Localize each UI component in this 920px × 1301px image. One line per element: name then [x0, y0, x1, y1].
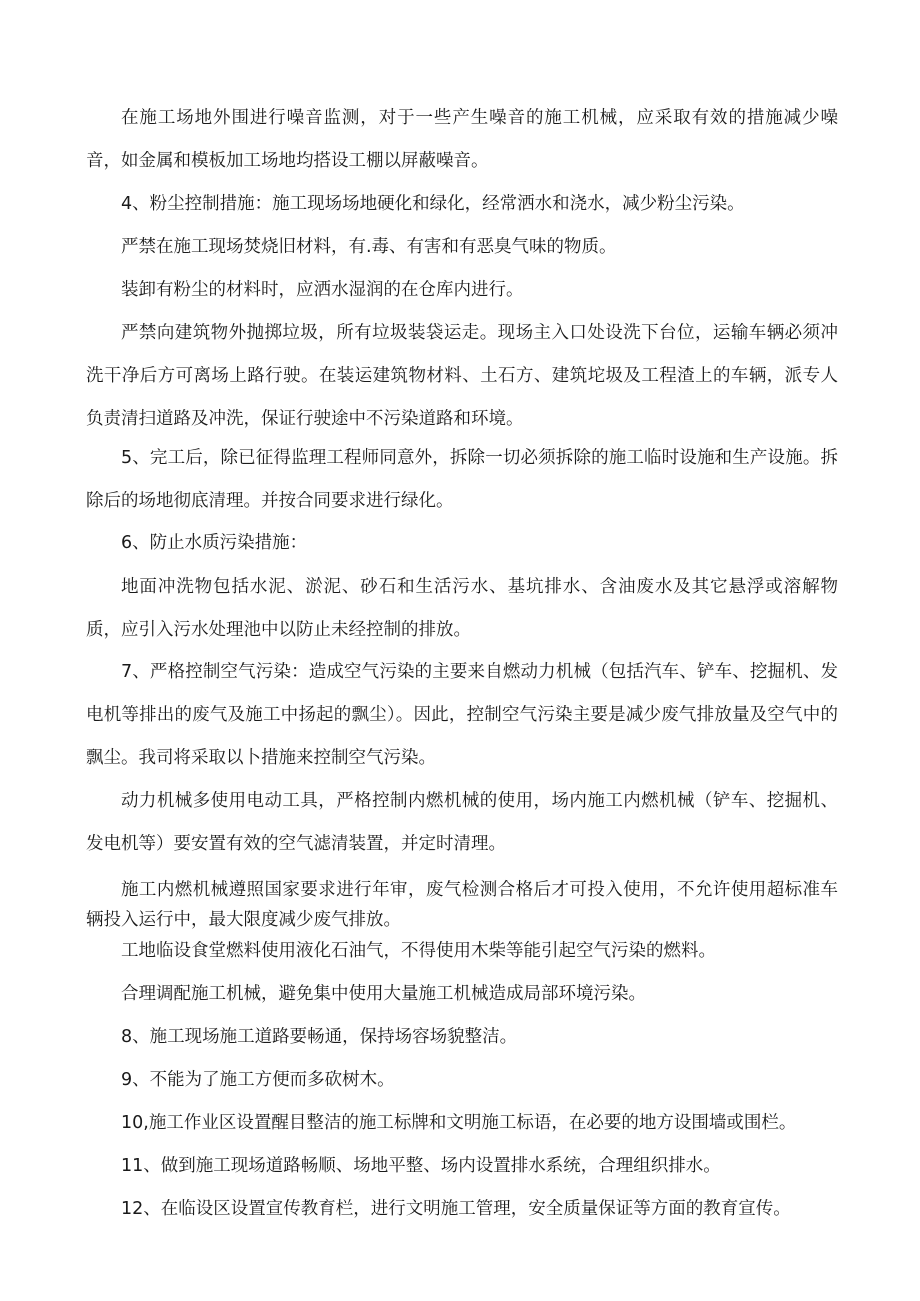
paragraph-trees: 9、不能为了施工方便而多砍树木。 [121, 1070, 395, 1090]
paragraph-garbage-disposal: 严禁向建筑物外抛掷垃圾，所有垃圾装袋运走。现场主入口处设洗下台位，运输车辆必须冲洗干净后方可离场上路行驶。在装运建筑物材料、土石方、建筑坨圾及工程渣上的车辆，派专人负责清扫道路及冲洗，保证行驶途中不污染道路和环境。 [86, 323, 838, 429]
paragraph-education-board: 12、在临设区设置宣传教育栏，进行文明施工管理，安全质量保证等方面的教育宣传。 [121, 1199, 791, 1219]
paragraph-annual-inspection: 施工内燃机械遵照国家要求进行年审，废气检测合格后才可投入使用，不允许使用超标准车辆投入运行中，最大限度减少废气排放。 [86, 880, 838, 930]
paragraph-completion-cleanup: 5、完工后，除已征得监理工程师同意外，拆除一切必须拆除的施工临时设施和生产设施。拆除后的场地彻底清理。并按合同要求进行绿化。 [86, 448, 838, 511]
paragraph-machine-allocation: 合理调配施工机械，避免集中使用大量施工机械造成局部环境污染。 [121, 984, 646, 1004]
paragraph-no-burning: 严禁在施工现场焚烧旧材料，有.毒、有害和有恶臭气味的物质。 [121, 237, 617, 257]
paragraph-dust-control: 4、粉尘控制措施：施工现场场地硬化和绿化，经常洒水和浇水，减少粉尘污染。 [121, 194, 745, 214]
paragraph-dusty-materials: 装卸有粉尘的材料时，应洒水湿润的在仓库内进行。 [121, 280, 524, 300]
paragraph-signage: 10,施工作业区设置醒目整洁的施工标牌和文明施工标语，在必要的地方设围墙或围栏。 [121, 1113, 797, 1133]
paragraph-air-pollution: 7、严格控制空气污染：造成空气污染的主要来自燃动力机械（包括汽车、铲车、挖掘机、发电机等排出的废气及施工中扬起的飘尘）。因此，控制空气污染主要是减少废气排放量及空气中的飘尘。我司将采取以卜措施来控制空气污染。 [86, 662, 838, 768]
paragraph-noise-monitoring: 在施工场地外围进行噪音监测，对于一些产生噪音的施工机械，应采取有效的措施减少噪音，如金属和模板加工场地均搭设工棚以屏蔽噪音。 [86, 108, 838, 171]
paragraph-ground-washing: 地面冲洗物包括水泥、淤泥、砂石和生活污水、基坑排水、含油废水及其它悬浮或溶解物质，应引入污水处理池中以防止未经控制的排放。 [86, 577, 838, 640]
paragraph-electric-tools: 动力机械多使用电动工具，严格控制内燃机械的使用，场内施工内燃机械（铲车、挖掘机、发电机等）要安置有效的空气滤清装置，并定时清理。 [86, 791, 838, 854]
paragraph-drainage: 11、做到施工现场道路畅顺、场地平整、场内设置排水系统，合理组织排水。 [121, 1156, 721, 1176]
paragraph-water-pollution-heading: 6、防止水质污染措施： [121, 533, 308, 553]
paragraph-canteen-fuel: 工地临设食堂燃料使用液化石油气，不得使用木柴等能引起空气污染的燃料。 [121, 941, 716, 961]
paragraph-roads-clear: 8、施工现场施工道路要畅通，保持场容场貌整洁。 [121, 1027, 518, 1047]
